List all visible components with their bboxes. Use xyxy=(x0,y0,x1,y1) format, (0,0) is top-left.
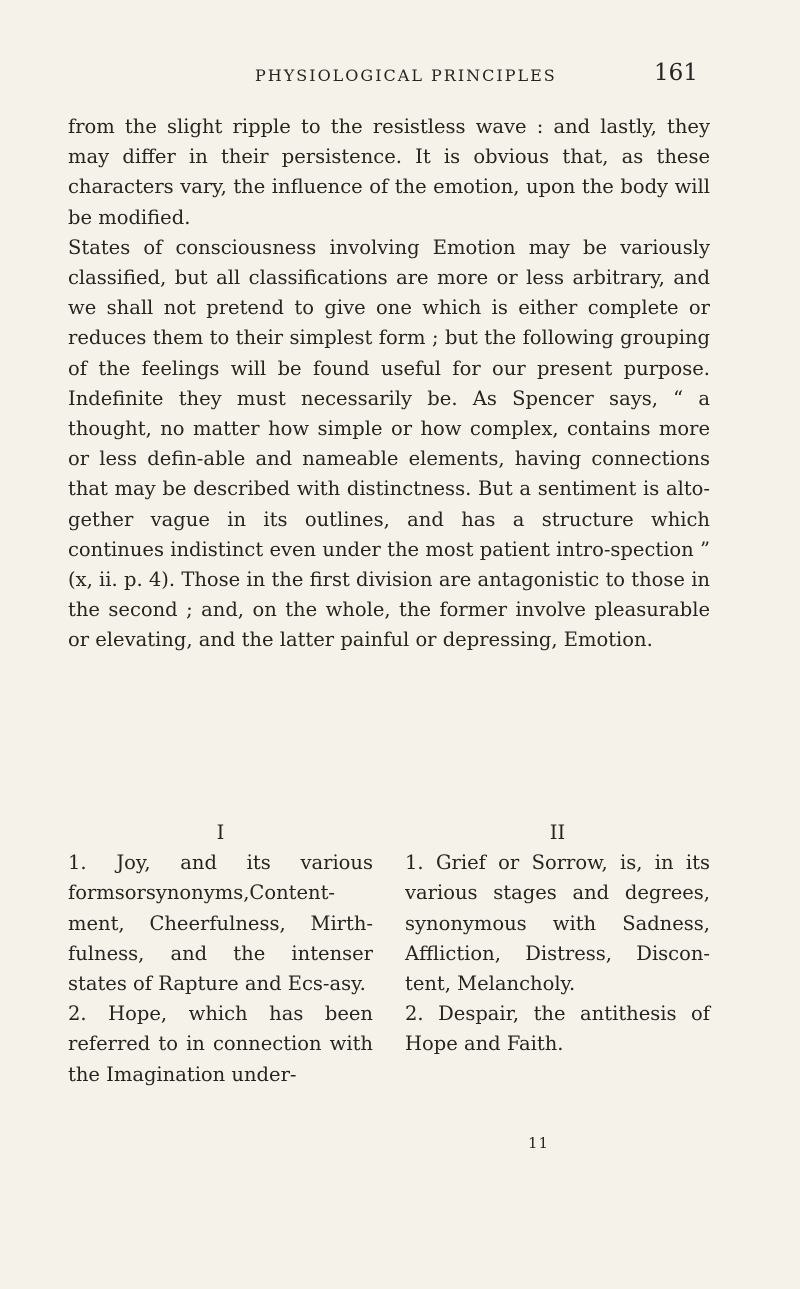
column-heading: I xyxy=(216,821,225,844)
list-item: 2. Despair, the antithesis of Hope and Faith. xyxy=(405,1002,710,1056)
column-painful xyxy=(405,818,710,1090)
classification-columns xyxy=(68,818,710,1090)
paragraph: from the slight ripple to the resistless wave : and lastly, they may differ in their persistence. It is obvious that, as these characters vary, the influence of the emotion, upon the body will be modified. xyxy=(68,115,710,229)
paragraph: States of consciousness involving Emotion may be variously classified, but all classifications are more or less arbitrary, and we shall not pretend to give one which is either complete or reduces them to their simplest form ; but the following grouping of the feelings will be found useful for our present purpose. Indefinite they must necessarily be. As Spencer says, “ a thought, no matter how simple or how complex, contains more or less defin-able and nameable elements, having connections that may be described with distinctness. But a sentiment is alto-gether vague in its outlines, and has a structure which continues indistinct even under the most patient intro-spection ” (x, ii. p. 4). Those in the first division are antagonistic to those in the second ; and, on the whole, the former involve pleasurable or elevating, and the latter painful or depressing, Emotion. xyxy=(68,235,710,652)
list-item: 1. Grief or Sorrow, is, in its various stages and degrees, synonymous with Sadness, Affliction, Distress, Discon-tent, Melancholy. xyxy=(405,851,710,996)
list-item: 1. Joy, and its various formsorsynonyms,Content-ment, Cheerfulness, Mirth-fulness, and the intenser states of Rapture and Ecs-asy. xyxy=(68,851,373,996)
body-text xyxy=(68,112,710,656)
page-header xyxy=(0,60,800,106)
column-heading: II xyxy=(549,821,566,844)
page-number: 161 xyxy=(654,60,698,86)
list-item: 2. Hope, which has been referred to in connection with the Imagination under- xyxy=(68,1002,373,1086)
running-title: PHYSIOLOGICAL PRINCIPLES xyxy=(255,66,557,85)
signature-mark: 11 xyxy=(528,1134,550,1152)
column-pleasurable xyxy=(68,818,373,1090)
